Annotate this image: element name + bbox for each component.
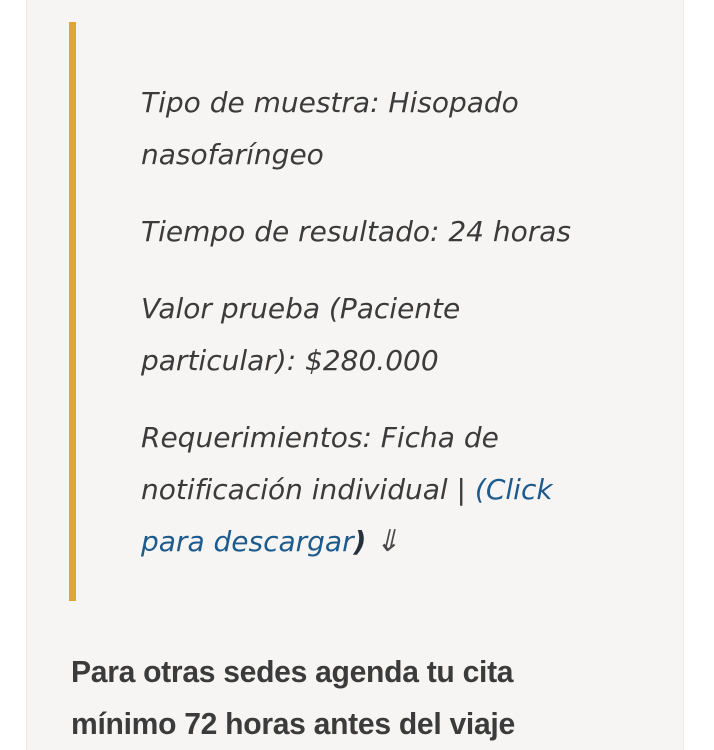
- requirements-close-paren: ): [353, 525, 367, 558]
- requirements-text: [141, 412, 596, 568]
- appointment-notice-heading: Para otras sedes agenda tu cita mínimo 72 horas antes del viaje: [71, 654, 515, 741]
- download-link[interactable]: (Click para descargar: [141, 473, 553, 558]
- requirements-prefix-text: Requerimientos: Ficha de notificación individual |: [141, 421, 499, 506]
- sample-type-text: Tipo de muestra: Hisopado nasofaríngeo: [141, 86, 519, 171]
- quote-block: [69, 22, 683, 601]
- content-area: [26, 0, 684, 750]
- price-text: Valor prueba (Paciente particular): $280.000: [141, 292, 461, 377]
- result-time-text: Tiempo de resultado: 24 horas: [141, 215, 571, 248]
- double-down-arrow-icon: ⇓: [373, 524, 407, 559]
